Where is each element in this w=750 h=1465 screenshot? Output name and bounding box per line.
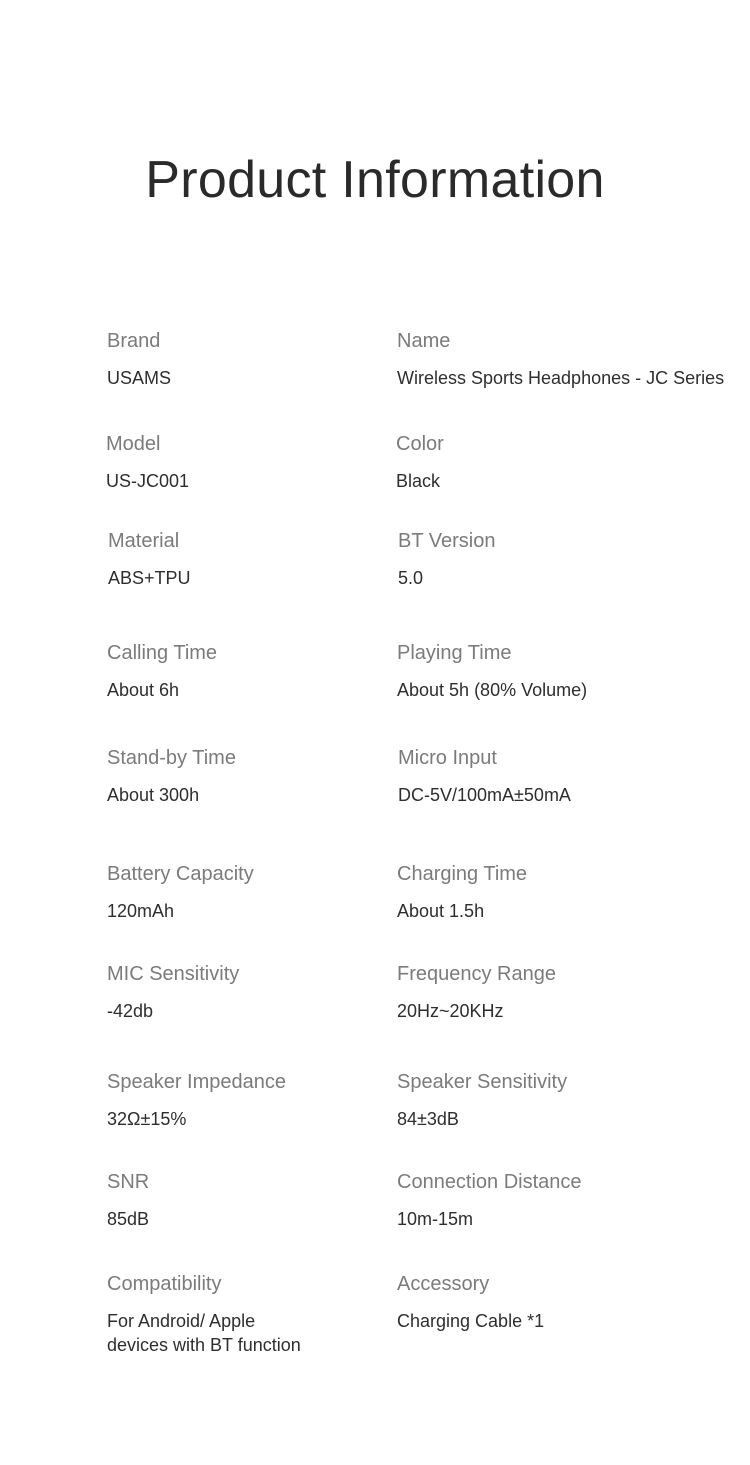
spec-label: Micro Input: [398, 747, 497, 769]
spec-brand: [107, 328, 171, 390]
spec-label: Charging Time: [397, 863, 528, 885]
spec-value: ABS+TPU: [108, 568, 191, 588]
spec-value: 10m-15m: [397, 1209, 474, 1229]
spec-label: Model: [106, 433, 161, 455]
spec-label: Stand-by Time: [107, 747, 236, 769]
spec-value: USAMS: [107, 368, 172, 388]
spec-value: 5.0: [398, 568, 424, 588]
spec-label: Speaker Sensitivity: [397, 1071, 568, 1093]
spec-value: About 300h: [107, 785, 200, 805]
spec-label: Speaker Impedance: [107, 1071, 287, 1093]
spec-value: About 6h: [107, 680, 180, 700]
spec-value: 20Hz~20KHz: [397, 1001, 504, 1021]
spec-accessory: [397, 1271, 544, 1333]
spec-label: Material: [108, 530, 180, 552]
spec-charging-time: [397, 861, 527, 923]
spec-value: Charging Cable *1: [397, 1311, 545, 1331]
spec-label: Connection Distance: [397, 1171, 582, 1193]
spec-label: Color: [396, 433, 444, 455]
spec-battery-capacity: [107, 861, 254, 923]
spec-value: -42db: [107, 1001, 154, 1021]
spec-snr: [107, 1169, 149, 1231]
spec-frequency-range: [397, 961, 556, 1023]
spec-standby-time: [107, 745, 236, 807]
spec-value: 85dB: [107, 1209, 150, 1229]
spec-label: Frequency Range: [397, 963, 556, 985]
spec-playing-time: [397, 640, 587, 702]
page-title: Product Information: [145, 151, 605, 209]
spec-material: [108, 528, 191, 590]
spec-speaker-sensitivity: [397, 1069, 567, 1131]
spec-value: 32Ω±15%: [107, 1109, 187, 1129]
spec-mic-sensitivity: [107, 961, 239, 1023]
spec-color: [396, 431, 444, 493]
spec-value: About 1.5h: [397, 901, 485, 921]
spec-value: 120mAh: [107, 901, 175, 921]
spec-value: About 5h (80% Volume): [397, 680, 588, 700]
spec-calling-time: [107, 640, 217, 702]
spec-label: BT Version: [398, 530, 496, 552]
spec-value: 84±3dB: [397, 1109, 459, 1129]
spec-micro-input: [398, 745, 571, 807]
spec-bt-version: [398, 528, 495, 590]
spec-label: Playing Time: [397, 642, 512, 664]
spec-label: Compatibility: [107, 1273, 222, 1295]
spec-label: Brand: [107, 330, 161, 352]
spec-value: For Android/ Apple devices with BT function: [107, 1311, 301, 1355]
spec-value: DC-5V/100mA±50mA: [398, 785, 571, 805]
spec-value: Black: [396, 471, 441, 491]
spec-speaker-impedance: [107, 1069, 286, 1131]
spec-label: SNR: [107, 1171, 150, 1193]
spec-label: Accessory: [397, 1273, 490, 1295]
spec-label: MIC Sensitivity: [107, 963, 240, 985]
spec-label: Battery Capacity: [107, 863, 254, 885]
spec-connection-distance: [397, 1169, 582, 1231]
spec-label: Calling Time: [107, 642, 218, 664]
spec-label: Name: [397, 330, 451, 352]
spec-value: US-JC001: [106, 471, 190, 491]
spec-value: Wireless Sports Headphones - JC Series: [397, 368, 725, 388]
spec-model: [106, 431, 189, 493]
spec-compatibility: [107, 1271, 301, 1357]
spec-name: [397, 328, 724, 390]
